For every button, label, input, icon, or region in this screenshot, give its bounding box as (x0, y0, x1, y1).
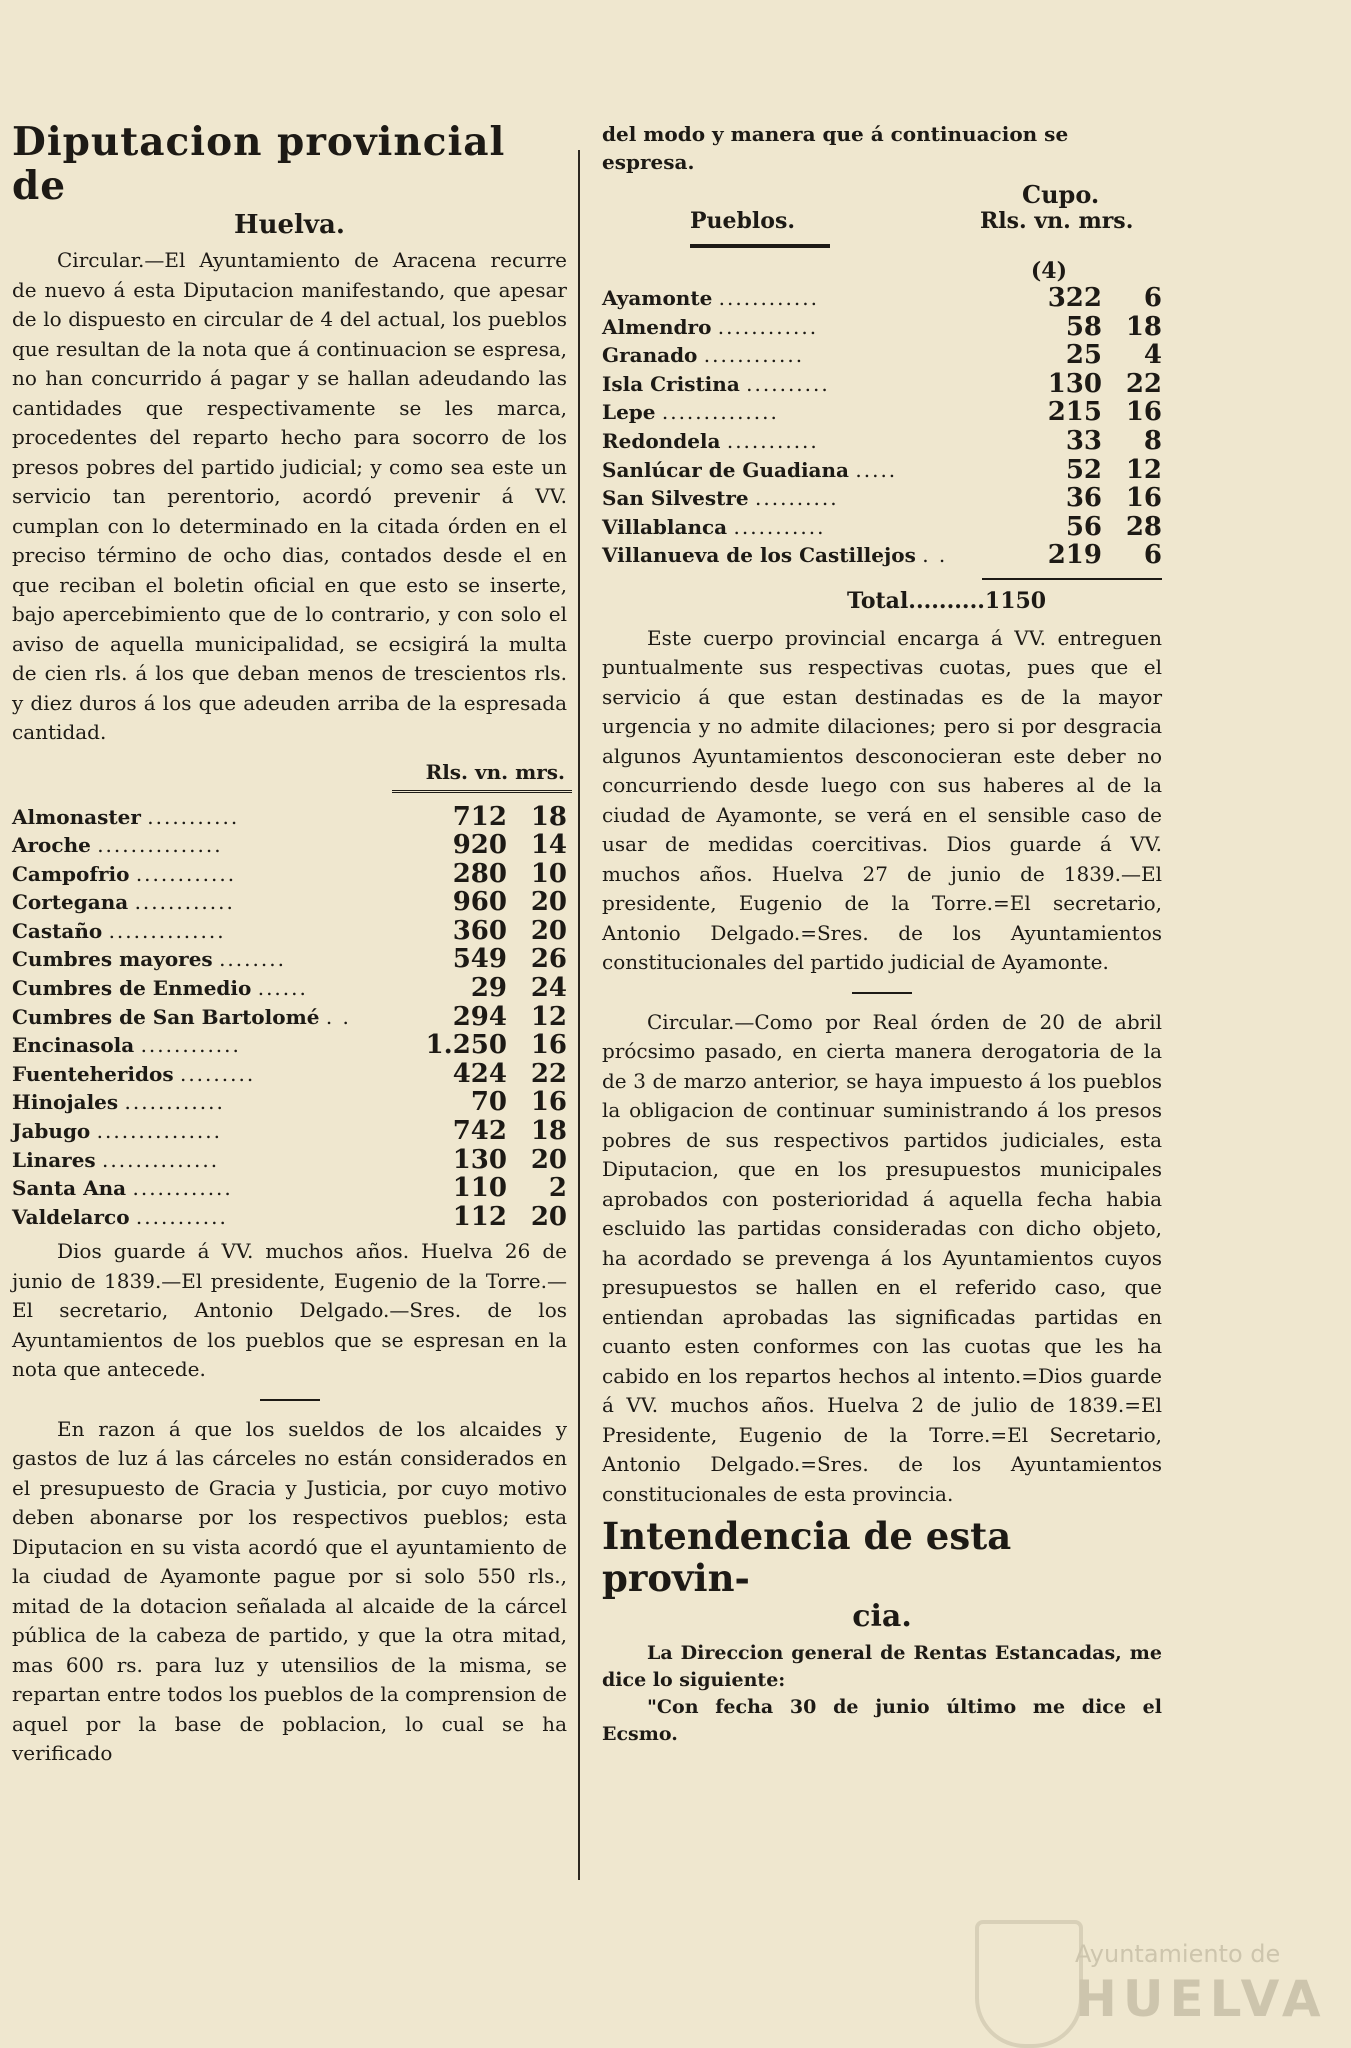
row-mrs: 10 (530, 858, 567, 889)
row-mrs: 18 (530, 1116, 567, 1147)
coat-of-arms-icon (975, 1920, 1083, 2048)
table-row (12, 1146, 567, 1175)
row-mrs: 20 (530, 1201, 567, 1232)
table-row (12, 803, 567, 832)
paragraph-cuotas: Este cuerpo provincial encarga á VV. entreguen puntualmente sus respectivas cuotas, pues que el servicio á que estan destinadas es de la mayor urgencia y no admite dilaciones; pero si por desgracia algunos Ayuntamientos desconocieran este deber no concurriendo desde luego con sus haberes al de la ciudad de Ayamonte, se verá en el sensible caso de usar de medidas coercitivas. Dios guarde á VV. muchos años. Huelva 27 de junio de 1839.—El presidente, Eugenio de la Torre.=El secretario, Antonio Delgado.=Sres. de los Ayuntamientos constitucionales del partido judicial de Ayamonte. (602, 625, 1162, 975)
table-row (12, 1203, 567, 1232)
row-place: Aroche (12, 833, 91, 858)
watermark-line1: Ayuntamiento de (1075, 1940, 1281, 1968)
row-mrs: 14 (530, 830, 567, 861)
row-dots: ........... (733, 514, 826, 539)
row-mrs: 16 (530, 1030, 567, 1061)
row-place: Jabugo (12, 1119, 91, 1144)
row-place: Cumbres mayores (12, 947, 213, 972)
table-row (12, 1031, 567, 1060)
row-mrs: 26 (530, 944, 567, 975)
row-mrs: 28 (1125, 511, 1162, 542)
row-dots: ............ (718, 286, 819, 310)
table-row (12, 917, 567, 946)
quote-text: "Con fecha 30 de junio último me dice el Ecsmo. (602, 1696, 1162, 1746)
row-dots: ............ (134, 890, 235, 915)
closing-aracena: Dios guarde á VV. muchos años. Huelva 26 de junio de 1839.—El presidente, Eugenio de la Torre.—El secretario, Antonio Delgado.—Sres. de los Ayuntamientos de los pueblos que se espresan en la nota que antecede. (12, 1239, 567, 1382)
row-place: Sanlúcar de Guadiana (602, 457, 850, 482)
row-dots: ............ (132, 1176, 233, 1201)
row-mrs: 16 (1125, 483, 1162, 514)
row-place: Santa Ana (12, 1176, 127, 1201)
row-rls: 712 (452, 801, 507, 832)
row-mrs: 18 (530, 801, 567, 832)
row-rls: 130 (452, 1144, 507, 1175)
row-dots: ............... (97, 833, 223, 858)
table-row (12, 860, 567, 889)
row-place: Cumbres de Enmedio (12, 976, 252, 1001)
row-mrs: 4 (1143, 340, 1162, 371)
row-place: Cortegana (12, 890, 129, 915)
row-rls: 742 (452, 1116, 507, 1147)
row-dots: .............. (102, 1147, 220, 1172)
row-place: Granado (602, 343, 698, 368)
right-column (602, 120, 1162, 1748)
row-mrs: 20 (530, 887, 567, 918)
row-dots: ........... (147, 804, 240, 829)
left-column (12, 120, 567, 1769)
section-separator (852, 992, 912, 994)
column-divider (578, 150, 580, 1880)
row-dots: ............ (135, 861, 237, 886)
watermark-line2: HUELVA (1075, 1970, 1327, 2028)
row-rls: 112 (452, 1201, 507, 1232)
row-dots: ......... (179, 1061, 256, 1086)
section-separator (260, 1399, 320, 1401)
table-row (12, 945, 567, 974)
row-rls: 1.250 (425, 1030, 507, 1061)
row-place: Encinasola (12, 1033, 135, 1058)
table-row (12, 1117, 567, 1146)
section-subtitle: Huelva. (234, 210, 345, 240)
row-mrs: 12 (530, 1001, 567, 1032)
table-row (12, 1174, 567, 1203)
table-row (602, 484, 1162, 513)
row-mrs: 22 (530, 1058, 567, 1089)
row-dots: ...... (257, 976, 308, 1001)
row-rls: 280 (452, 858, 507, 889)
table-row (602, 541, 1162, 570)
debt-table-header: Rls. vn. mrs. (425, 759, 565, 784)
continuation-text: del modo y manera que á continuacion se espresa. (602, 122, 1069, 174)
row-place: Redondela (602, 428, 721, 453)
table-row (602, 513, 1162, 542)
table-row (12, 974, 567, 1003)
row-place: Hinojales (12, 1090, 119, 1115)
quota-table-header (602, 180, 1162, 250)
row-rls: 549 (452, 944, 507, 975)
row-rls: 52 (1065, 454, 1102, 485)
row-mrs: 24 (530, 973, 567, 1004)
row-rls: 33 (1065, 425, 1102, 456)
row-dots: ........... (135, 1204, 228, 1229)
row-rls: 56 (1065, 511, 1102, 542)
row-dots: ............ (717, 314, 819, 339)
row-dots: .............. (108, 918, 226, 943)
row-rls: 424 (452, 1058, 507, 1089)
total-line: Total..........1150 (847, 587, 1047, 614)
row-mrs: 22 (1125, 368, 1162, 399)
row-dots: ............... (96, 1119, 223, 1144)
table-row (602, 313, 1162, 342)
row-rls: 25 (1065, 340, 1102, 371)
row-rls: 920 (452, 830, 507, 861)
col-pueblos: Pueblos. (690, 208, 795, 234)
row-place: Cumbres de San Bartolomé (12, 1004, 320, 1029)
row-mrs: 16 (1125, 397, 1162, 428)
header-rule-left (690, 244, 830, 248)
row-dots: . . (325, 1004, 351, 1029)
row-mrs: 20 (530, 1144, 567, 1175)
row-rls: 322 (1047, 283, 1102, 313)
row-rls: 110 (452, 1173, 507, 1204)
row-mrs: 6 (1143, 283, 1162, 313)
row-place: Linares (12, 1147, 96, 1172)
header-rule (392, 790, 572, 793)
table-row (12, 1060, 567, 1089)
watermark (975, 1920, 1345, 2040)
quota-table (602, 284, 1162, 570)
row-place: Villanueva de los Castillejos (602, 543, 916, 568)
row-place: Valdelarco (12, 1204, 130, 1229)
row-dots: ........ (219, 947, 286, 972)
row-mrs: 6 (1143, 540, 1162, 571)
section-title: Diputacion provincial de (12, 119, 506, 209)
table-row (602, 398, 1162, 427)
circular-presos: Circular.—Como por Real órden de 20 de abril prócsimo pasado, en cierta manera derogatoria de la de 3 de marzo anterior, se haya impuesto á los pueblos la obligacion de continuar suministrando á los presos pobres de sus respectivos partidos judiciales, esta Diputacion, que en los presupuestos municipales aprobados con posterioridad á aquella fecha habia escluido las partidas consideradas con dicho objeto, ha acordado se prevenga á los Ayuntamientos cuyos presupuestos se hallen en el referido caso, que entiendan aprobadas las significadas partidas en cuanto esten conformes con las cuotas que les ha cabido en los repartos hechos al intento.=Dios guarde á VV. muchos años. Huelva 2 de julio de 1839.=El Presidente, Eugenio de la Torre.=El Secretario, Antonio Delgado.=Sres. de los Ayuntamientos constitucionales de esta provincia. (602, 1009, 1162, 1506)
row-dots: .......... (746, 371, 830, 396)
row-mrs: 18 (1125, 311, 1162, 342)
row-place: Fuenteheridos (12, 1061, 174, 1086)
row-rls: 360 (452, 915, 507, 946)
row-mrs: 8 (1143, 425, 1162, 456)
col-rls: Rls. vn. mrs. (980, 208, 1134, 234)
row-dots: ............ (703, 343, 805, 368)
row-place: Isla Cristina (602, 371, 740, 396)
row-mrs: 20 (530, 915, 567, 946)
row-rls: 215 (1047, 397, 1102, 428)
row-mrs: 12 (1125, 454, 1162, 485)
table-row (12, 831, 567, 860)
row-place: Lepe (602, 400, 656, 425)
table-row (602, 427, 1162, 456)
row-dots: ..... (855, 457, 898, 482)
row-rls: 219 (1047, 540, 1102, 571)
page-marker: (4) (1030, 258, 1067, 284)
row-rls: 29 (470, 973, 507, 1004)
table-row (12, 888, 567, 917)
col-cupo: Cupo. (1022, 180, 1100, 209)
row-rls: 294 (452, 1001, 507, 1032)
table-row (602, 284, 1162, 313)
table-row (12, 1088, 567, 1117)
circular-aracena: Circular.—El Ayuntamiento de Aracena recurre de nuevo á esta Diputacion manifestando, que apesar de lo dispuesto en circular de 4 del actual, los pueblos que resultan de la nota que á continuacion se espresa, no han concurrido á pagar y se hallan adeudando las cantidades que respectivamente se les marca, procedentes del reparto hecho para socorro de los presos pobres del partido judicial; y como sea este un servicio tan perentorio, acordó prevenir á VV. cumplan con lo determinado en la citada órden en el preciso término de ocho dias, contados desde el en que reciban el boletin oficial en que esto se inserte, bajo apercebimiento que de lo contrario, y con solo el aviso de aquella municipalidad, se ecsigirá la multa de cien rls. á los que deban menos de trescientos rls. y diez duros á los que adeuden arriba de la espresada cantidad. (12, 248, 567, 744)
table-row (12, 1003, 567, 1032)
table-row (602, 370, 1162, 399)
row-place: Villablanca (602, 514, 728, 539)
row-dots: ............ (124, 1090, 225, 1115)
row-dots: ........... (726, 428, 819, 453)
debt-table (12, 803, 567, 1232)
row-rls: 960 (452, 887, 507, 918)
paragraph-alcaides: En razon á que los sueldos de los alcaides y gastos de luz á las cárceles no están considerados en el presupuesto de Gracia y Justicia, por cuyo motivo deben abonarse por los respectivos pueblos; esta Diputacion en su vista acordó que el ayuntamiento de la ciudad de Ayamonte pague por si solo 550 rls., mitad de la dotacion señalada al alcaide de la cárcel pública de la cabeza de partido, y que la otra mitad, mas 600 rs. para luz y utensilios de la misma, se repartan entre todos los pueblos de la comprension de aquel por la base de poblacion, lo cual se ha verificado (12, 1416, 567, 1766)
row-rls: 36 (1065, 483, 1102, 514)
row-place: Almendro (602, 314, 712, 339)
intendencia-title: Intendencia de esta provin- (602, 1514, 1012, 1601)
row-dots: ............ (140, 1033, 241, 1058)
table-row (602, 341, 1162, 370)
row-dots: .......... (755, 486, 839, 511)
row-place: San Silvestre (602, 486, 749, 511)
row-place: Castaño (12, 918, 103, 943)
row-dots: .............. (661, 400, 779, 425)
table-row (602, 456, 1162, 485)
intendencia-title-cont: cia. (852, 1599, 912, 1635)
row-dots: . . (922, 543, 948, 568)
row-mrs: 2 (548, 1173, 567, 1204)
row-mrs: 16 (530, 1087, 567, 1118)
row-place: Ayamonte (602, 286, 713, 310)
row-rls: 70 (470, 1087, 507, 1118)
row-place: Campofrio (12, 861, 130, 886)
total-rule (982, 578, 1162, 580)
row-place: Almonaster (12, 804, 141, 829)
row-rls: 130 (1047, 368, 1102, 399)
row-rls: 58 (1065, 311, 1102, 342)
direccion-text: La Direccion general de Rentas Estancadas, me dice lo siguiente: (602, 1642, 1162, 1692)
